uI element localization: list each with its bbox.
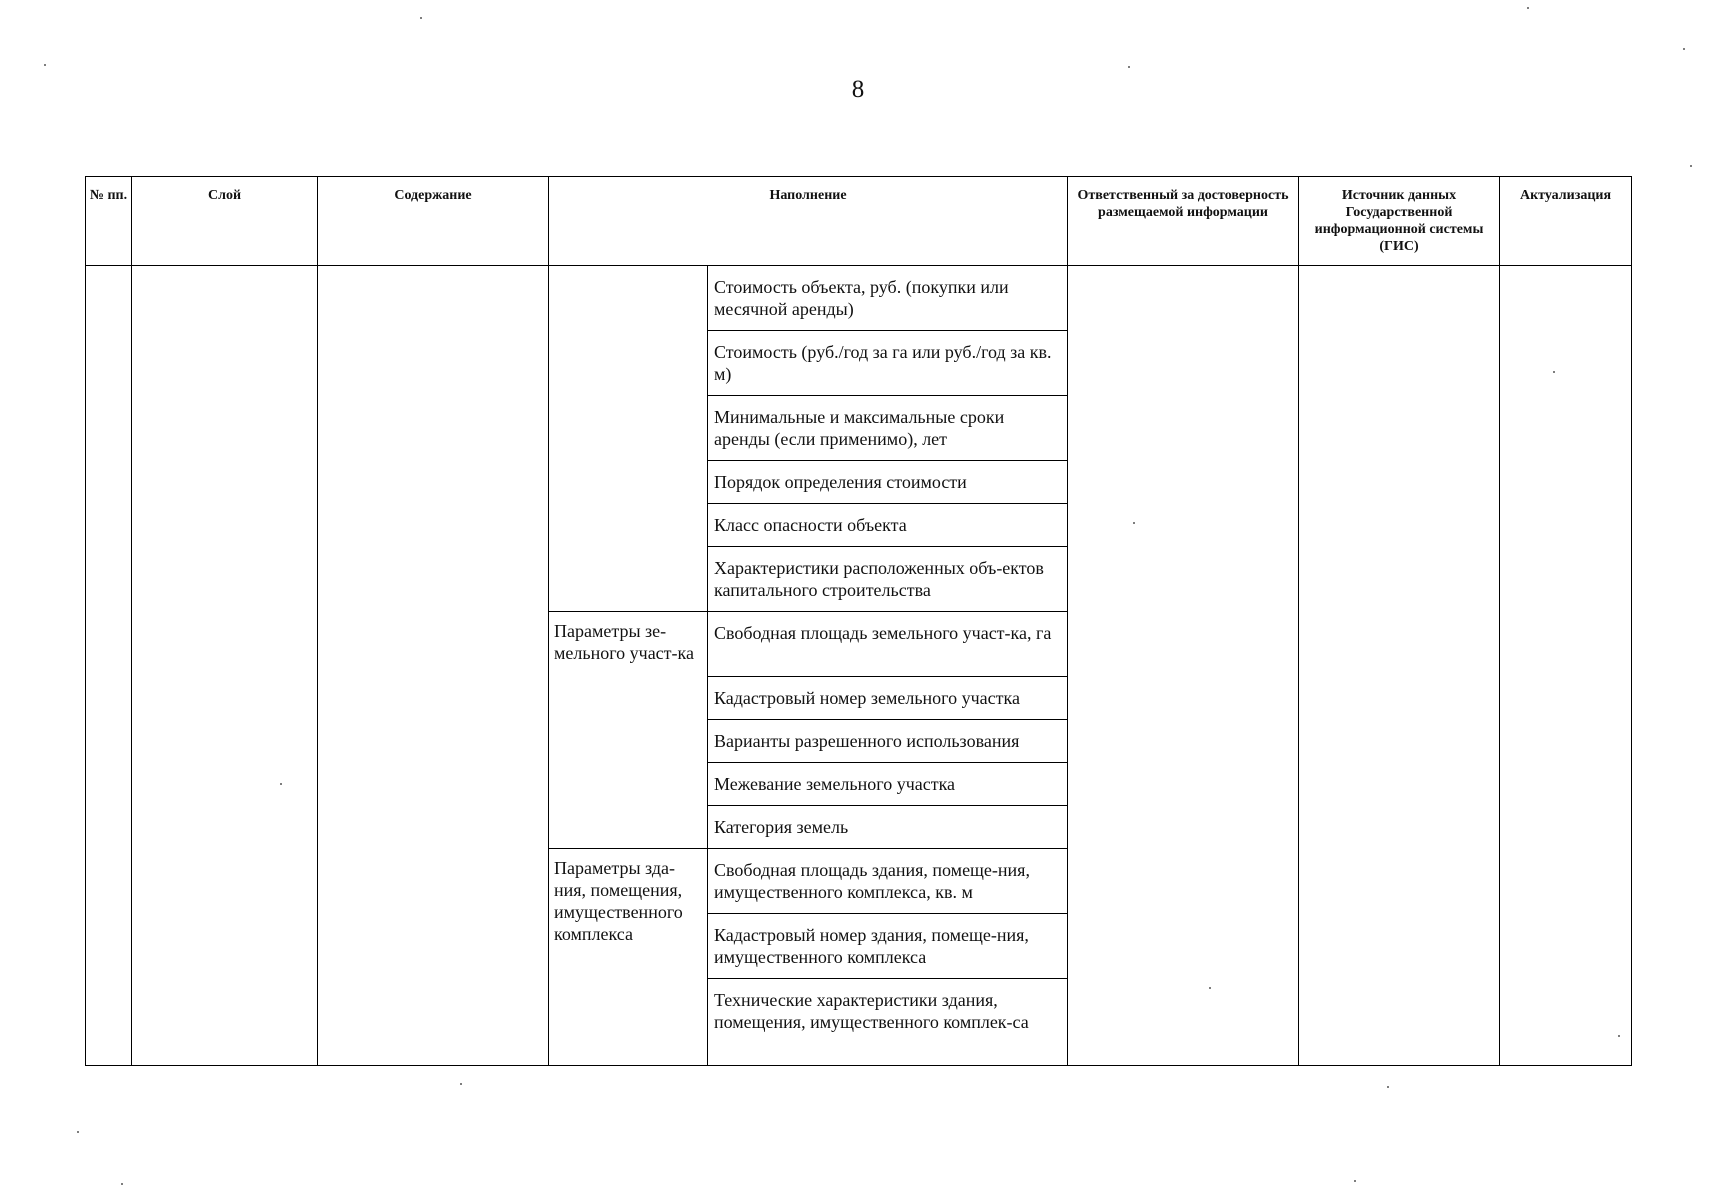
filling-item: Стоимость (руб./год за га или руб./год за кв. м) xyxy=(708,331,1068,396)
filling-item: Варианты разрешенного использования xyxy=(708,720,1068,763)
responsible-cell xyxy=(1068,266,1299,1066)
scan-speck xyxy=(460,1083,462,1085)
data-table xyxy=(85,176,1632,1066)
header-row xyxy=(86,177,1632,266)
scan-speck xyxy=(1354,1180,1356,1182)
scan-speck xyxy=(1209,987,1211,989)
filling-item: Характеристики расположенных объ-ектов капитального строительства xyxy=(708,547,1068,612)
header-num: № пп. xyxy=(86,177,132,266)
filling-item: Свободная площадь земельного участ-ка, га xyxy=(708,612,1068,677)
scan-speck xyxy=(1553,371,1555,373)
filling-item: Кадастровый номер здания, помеще-ния, имущественного комплекса xyxy=(708,914,1068,979)
content-cell xyxy=(318,266,549,1066)
scan-speck xyxy=(1527,7,1529,9)
filling-item: Стоимость объекта, руб. (покупки или месячной аренды) xyxy=(708,266,1068,331)
subcategory-cell-continued xyxy=(549,266,708,612)
table-row xyxy=(86,266,1632,331)
filling-item: Кадастровый номер земельного участка xyxy=(708,677,1068,720)
filling-item: Минимальные и максимальные сроки аренды (если применимо), лет xyxy=(708,396,1068,461)
header-responsible: Ответственный за достоверность размещаемой информации xyxy=(1068,177,1299,266)
header-content: Содержание xyxy=(318,177,549,266)
filling-item: Порядок определения стоимости xyxy=(708,461,1068,504)
subcategory-land-plot: Параметры зе-мельного участ-ка xyxy=(549,612,708,849)
subcategory-building: Параметры зда-ния, помещения, имущественного комплекса xyxy=(549,849,708,1066)
scan-speck xyxy=(420,17,422,19)
scan-speck xyxy=(280,783,282,785)
filling-item: Категория земель xyxy=(708,806,1068,849)
filling-item: Межевание земельного участка xyxy=(708,763,1068,806)
scan-speck xyxy=(1128,66,1130,68)
filling-item: Технические характеристики здания, помещения, имущественного комплек-са xyxy=(708,979,1068,1066)
update-cell xyxy=(1500,266,1632,1066)
header-update: Актуализация xyxy=(1500,177,1632,266)
scan-speck xyxy=(1133,522,1135,524)
scan-speck xyxy=(1387,1086,1389,1088)
page-number: 8 xyxy=(851,76,865,103)
filling-item: Класс опасности объекта xyxy=(708,504,1068,547)
scan-speck xyxy=(1690,165,1692,167)
header-source: Источник данных Государственной информационной системы (ГИС) xyxy=(1299,177,1500,266)
filling-item: Свободная площадь здания, помеще-ния, имущественного комплекса, кв. м xyxy=(708,849,1068,914)
layer-cell xyxy=(132,266,318,1066)
num-cell xyxy=(86,266,132,1066)
scan-speck xyxy=(121,1183,123,1185)
scan-speck xyxy=(77,1131,79,1133)
header-filling: Наполнение xyxy=(549,177,1068,266)
header-layer: Слой xyxy=(132,177,318,266)
scan-speck xyxy=(1618,1035,1620,1037)
source-cell xyxy=(1299,266,1500,1066)
scan-speck xyxy=(44,64,46,66)
scan-speck xyxy=(1683,48,1685,50)
